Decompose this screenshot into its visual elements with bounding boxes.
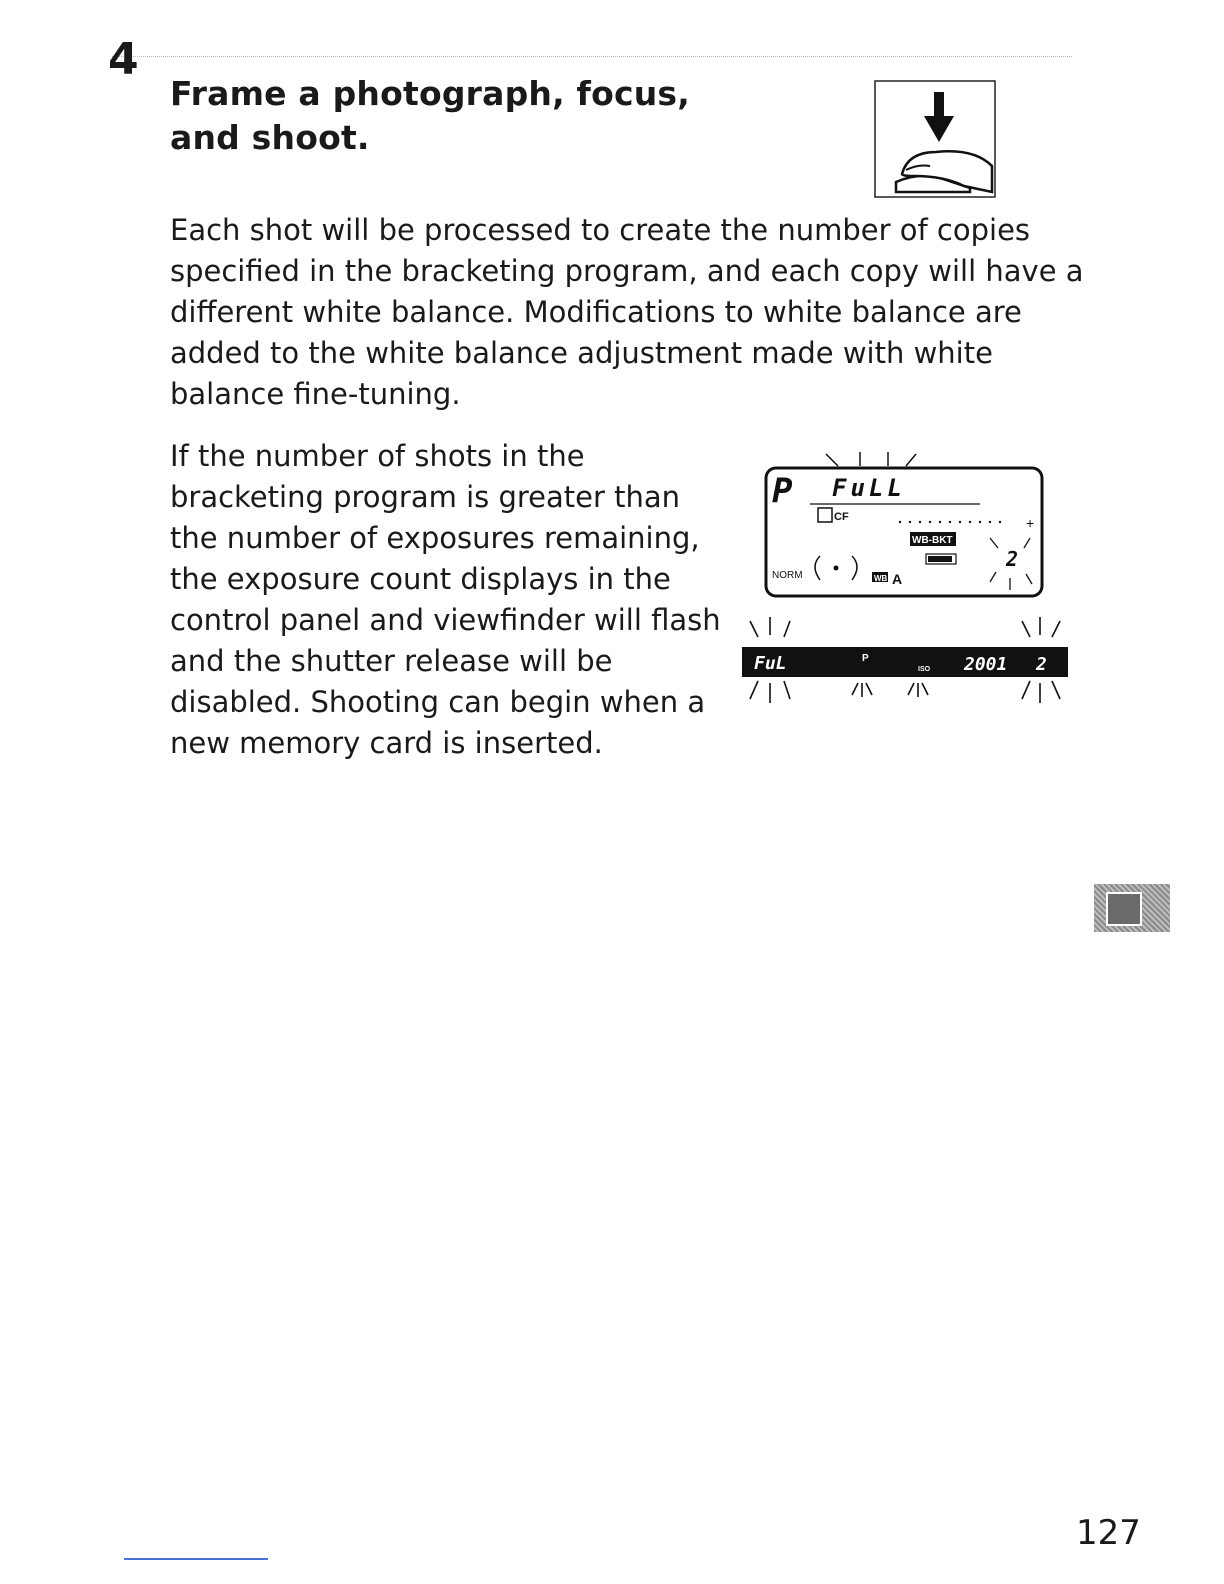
flash-marks-top — [826, 452, 916, 466]
vf-bar — [742, 647, 1068, 677]
step-number: 4 — [108, 34, 139, 85]
cp-wb-label: WB — [874, 574, 888, 583]
top-dotted-rule — [112, 56, 1072, 57]
body-paragraph-1: Each shot will be processed to create the number of copies specified in the bracketing program, and each copy will have a different white balance. Modifications to white balance are added to the white balance adjustment made with white balance fine-tuning. — [170, 213, 1084, 411]
cp-mode: P — [772, 471, 793, 511]
viewfinder-illustration — [738, 615, 1068, 705]
vf-frames: 2 — [1036, 654, 1047, 675]
body-paragraph-2: If the number of shots in the bracketing program is greater than the number of exposures remaining, the exposure count displays in the control panel and viewfinder will flash and the shutter release will be disabled. Shooting can begin when a new memory card is inserted. — [170, 439, 721, 760]
vf-iso-label: ISO — [918, 666, 931, 673]
vf-left-display: FuL — [754, 653, 787, 674]
cp-frames: 2 — [1006, 547, 1019, 571]
page-number: 127 — [1076, 1513, 1141, 1553]
vf-mode-indicator: P — [862, 653, 869, 664]
cp-quality: NORM — [772, 570, 803, 581]
cp-bracket-badge: WB-BKT — [912, 535, 953, 546]
cp-count-display: FuLL — [832, 474, 906, 502]
chapter-tab-marker — [1094, 884, 1170, 932]
cp-card-label: CF — [834, 511, 849, 523]
step-title: Frame a photograph, focus, and shoot. — [170, 74, 690, 157]
vf-count: 2001 — [964, 654, 1008, 675]
cp-wb-value: A — [892, 571, 903, 587]
shutter-release-press-icon — [874, 80, 996, 198]
shooting-menu-tab-icon — [1106, 892, 1142, 926]
bottom-link-rule — [124, 1558, 268, 1560]
control-panel-illustration — [740, 450, 1060, 610]
svg-text:+: + — [1026, 515, 1035, 531]
